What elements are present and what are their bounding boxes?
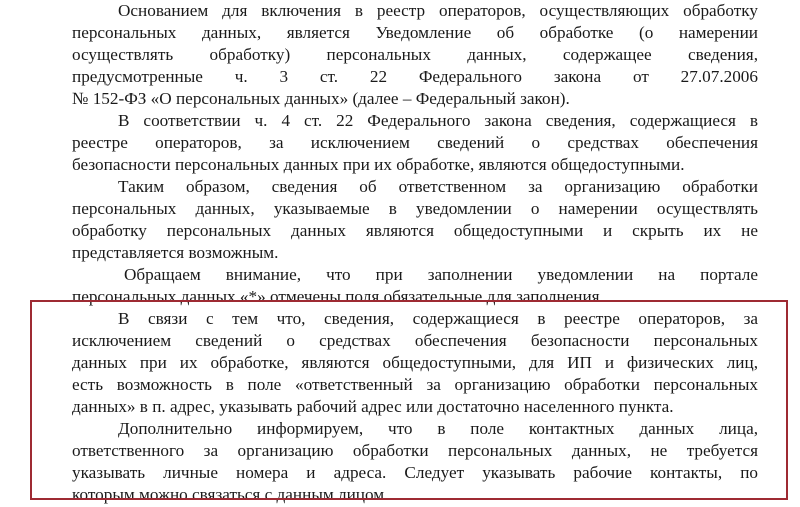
paragraph-portal-note-line-1: Обращаем внимание, что при заполнении уведомлении на портале [124,265,758,284]
paragraph-basis-line-2: персональных данных, является Уведомление об обработке (о намерении [72,23,758,42]
paragraph-basis-line-1: Основанием для включения в реестр операторов, осуществляющих обработку [118,1,758,20]
paragraph-address-note-line-4: есть возможность в поле «ответственный за организацию обработки персональных [72,375,758,394]
paragraph-portal-note-line-2: персональных данных «*» отмечены поля обязательные для заполнения. [72,287,604,306]
paragraph-responsible-line-4: представляется возможным. [72,243,279,262]
paragraph-responsible-line-3: обработку персональных данных являются общедоступными и скрыть их не [72,221,758,240]
paragraph-public-info-line-1: В соответствии ч. 4 ст. 22 Федерального закона сведения, содержащиеся в [118,111,758,130]
paragraph-public-info-line-3: безопасности персональных данных при их обработке, являются общедоступными. [72,155,685,174]
paragraph-address-note-line-1: В связи с тем что, сведения, содержащиеся в реестре операторов, за [118,309,758,328]
paragraph-responsible-line-1: Таким образом, сведения об ответственном за организацию обработки [118,177,758,196]
paragraph-address-note-line-3: данных при их обработке, являются общедоступными, для ИП и физических лиц, [72,353,758,372]
paragraph-basis-line-3: осуществлять обработку) персональных данных, содержащее сведения, [72,45,758,64]
paragraph-address-note-line-5: данных» в п. адрес, указывать рабочий адрес или достаточно населенного пункта. [72,397,674,416]
paragraph-responsible-line-2: персональных данных, указываемые в уведомлении о намерении осуществлять [72,199,758,218]
highlight-box [30,300,788,500]
paragraph-basis-line-4: предусмотренные ч. 3 ст. 22 Федерального закона от 27.07.2006 [72,67,758,86]
paragraph-contacts-note-line-2: ответственного за организацию обработки персональных данных, не требуется [72,441,758,460]
paragraph-address-note-line-2: исключением сведений о средствах обеспечения безопасности персональных [72,331,758,350]
paragraph-contacts-note-line-3: указывать личные номера и адреса. Следует указывать рабочие контакты, по [72,463,758,482]
paragraph-public-info-line-2: реестре операторов, за исключением сведений о средствах обеспечения [72,133,758,152]
paragraph-contacts-note-line-4: которым можно связаться с данным лицом. [72,485,389,504]
paragraph-contacts-note-line-1: Дополнительно информируем, что в поле контактных данных лица, [118,419,758,438]
paragraph-basis-line-5: № 152-ФЗ «О персональных данных» (далее – Федеральный закон). [72,89,570,108]
